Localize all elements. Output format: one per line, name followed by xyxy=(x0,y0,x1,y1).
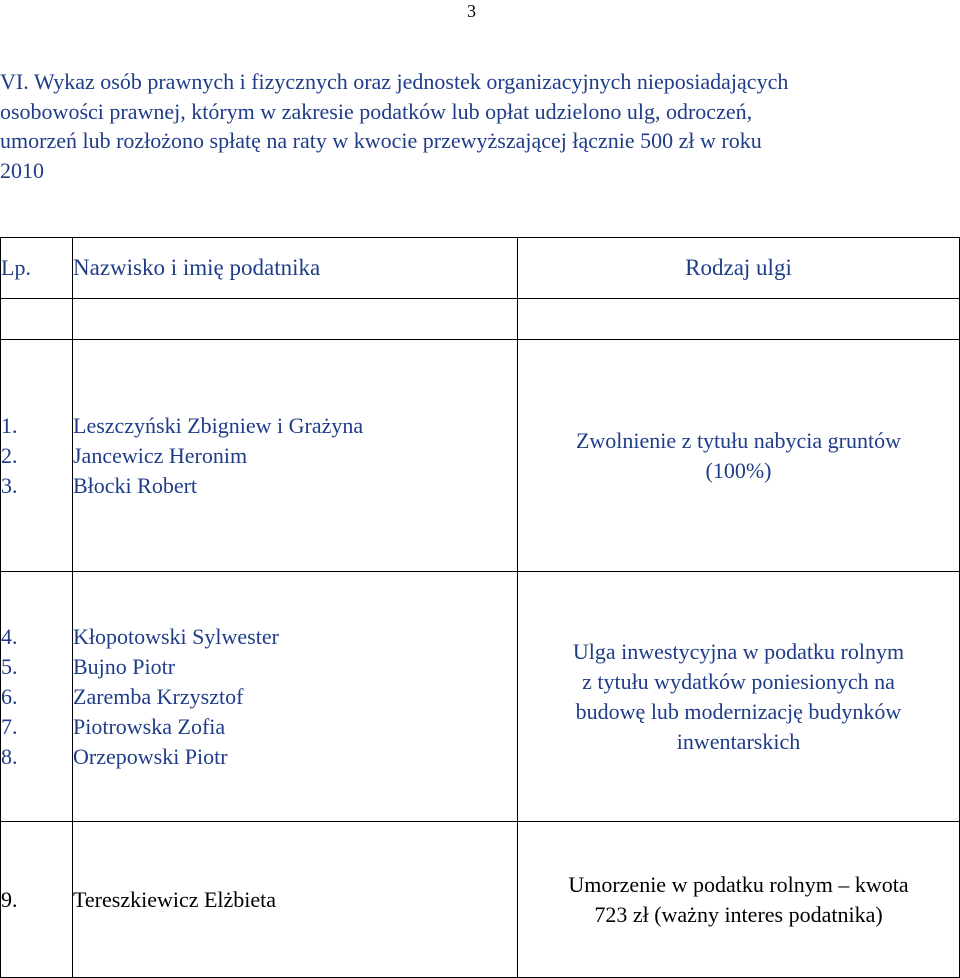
row-numbers-cell xyxy=(1,340,73,572)
row-number: 8. xyxy=(1,743,18,769)
page-number: 3 xyxy=(467,1,476,21)
taxpayer-name: Błocki Robert xyxy=(73,472,198,498)
row-number: 2. xyxy=(1,442,18,468)
relief-table xyxy=(0,237,960,978)
taxpayer-names-cell xyxy=(73,340,518,572)
relief-type-cell xyxy=(518,822,960,978)
taxpayer-name: Piotrowska Zofia xyxy=(73,713,226,739)
relief-type-line: Zwolnienie z tytułu nabycia gruntów xyxy=(575,427,902,453)
table-header-row xyxy=(1,238,960,299)
relief-type-line: 723 zł (ważny interes podatnika) xyxy=(594,901,883,927)
heading-line: VI. Wykaz osób prawnych i fizycznych oraz jednostek organizacyjnych nieposiadających xyxy=(0,69,789,94)
heading-line: osobowości prawnej, którym w zakresie podatków lub opłat udzielono ulg, odroczeń, xyxy=(0,98,753,124)
section-heading xyxy=(0,67,940,185)
relief-type-line: Ulga inwestycyjna w podatku rolnym xyxy=(572,638,905,664)
taxpayer-name: Bujno Piotr xyxy=(73,653,176,679)
row-number: 9. xyxy=(1,886,18,912)
row-number: 4. xyxy=(1,623,18,649)
heading-line: umorzeń lub rozłożono spłatę na raty w kwocie przewyższającej łącznie 500 zł w roku xyxy=(0,128,762,153)
relief-type-line: budowę lub modernizację budynków xyxy=(575,698,902,724)
row-number: 3. xyxy=(1,472,18,498)
table-row xyxy=(1,822,960,978)
column-header-name: Nazwisko i imię podatnika xyxy=(73,238,518,299)
row-numbers-cell xyxy=(1,822,73,978)
row-number: 7. xyxy=(1,713,18,739)
taxpayer-name: Zaremba Krzysztof xyxy=(73,683,244,709)
empty-cell xyxy=(73,299,518,340)
taxpayer-names-cell xyxy=(73,822,518,978)
relief-type-line: inwentarskich xyxy=(676,728,801,754)
relief-type-cell xyxy=(518,340,960,572)
taxpayer-name: Leszczyński Zbigniew i Grażyna xyxy=(73,412,364,438)
taxpayer-names-cell xyxy=(73,572,518,822)
relief-type-line: z tytułu wydatków poniesionych na xyxy=(582,668,895,694)
row-numbers-cell xyxy=(1,572,73,822)
taxpayer-name: Tereszkiewicz Elżbieta xyxy=(73,886,277,912)
empty-cell xyxy=(1,299,73,340)
taxpayer-name: Orzepowski Piotr xyxy=(73,743,228,769)
row-number: 6. xyxy=(1,683,18,709)
taxpayer-name: Jancewicz Heronim xyxy=(73,442,248,468)
taxpayer-name: Kłopotowski Sylwester xyxy=(73,623,279,649)
heading-line: 2010 xyxy=(0,157,44,183)
relief-type-cell xyxy=(518,572,960,822)
relief-type-line: Umorzenie w podatku rolnym – kwota xyxy=(568,871,909,897)
table-row xyxy=(1,572,960,822)
column-header-lp: Lp. xyxy=(1,238,73,299)
row-number: 1. xyxy=(1,412,18,438)
row-number: 5. xyxy=(1,653,18,679)
relief-type-line: (100%) xyxy=(705,457,772,483)
table-row xyxy=(1,340,960,572)
table-spacer-row xyxy=(1,299,960,340)
empty-cell xyxy=(518,299,960,340)
column-header-relief-type: Rodzaj ulgi xyxy=(518,238,960,299)
